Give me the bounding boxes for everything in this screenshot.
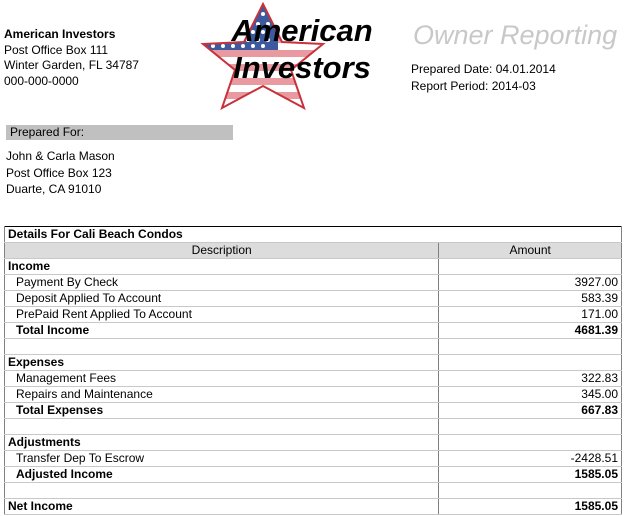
spacer-row: [5, 483, 622, 499]
table-header-row: [5, 243, 622, 259]
prepared-date: Prepared Date: 04.01.2014: [411, 62, 556, 76]
table-row: [5, 451, 622, 467]
total-expenses-amount: 667.83: [439, 403, 622, 419]
row-description: Management Fees: [5, 371, 439, 387]
logo-line2: Investors: [233, 50, 371, 85]
total-row: [5, 323, 622, 339]
row-amount: 322.83: [439, 371, 622, 387]
income-heading: Income: [5, 259, 439, 275]
company-block: [4, 27, 139, 89]
row-description: Deposit Applied To Account: [5, 291, 439, 307]
table-row: [5, 275, 622, 291]
owner-block: [6, 148, 115, 198]
table-row: [5, 291, 622, 307]
logo-wordmark: [228, 12, 376, 86]
details-table: [4, 226, 622, 515]
row-description: Payment By Check: [5, 275, 439, 291]
report-period: Report Period: 2014-03: [411, 79, 536, 93]
net-income-label: Net Income: [5, 499, 439, 515]
details-title-row: [5, 227, 622, 243]
logo-line1: American: [231, 13, 373, 48]
section-heading-row: [5, 435, 622, 451]
details-title: Details For Cali Beach Condos: [5, 227, 622, 243]
row-amount: 3927.00: [439, 275, 622, 291]
owner-address-line2: Duarte, CA 91010: [6, 182, 102, 196]
total-row: [5, 467, 622, 483]
total-income-amount: 4681.39: [439, 323, 622, 339]
table-row: [5, 371, 622, 387]
adjustments-heading: Adjustments: [5, 435, 439, 451]
owner-address-line1: Post Office Box 123: [6, 165, 112, 180]
row-amount: -2428.51: [439, 451, 622, 467]
company-address-line1: Post Office Box 111: [4, 42, 109, 57]
report-meta: [411, 61, 556, 95]
row-amount: 171.00: [439, 307, 622, 323]
adjusted-income-label: Adjusted Income: [5, 467, 439, 483]
adjusted-income-amount: 1585.05: [439, 467, 622, 483]
section-heading-row: [5, 259, 622, 275]
owner-name: John & Carla Mason: [6, 149, 115, 163]
prepared-for-label: Prepared For:: [6, 125, 233, 140]
table-row: [5, 387, 622, 403]
column-header-amount: Amount: [439, 243, 622, 259]
company-name: American Investors: [4, 27, 116, 41]
section-heading-row: [5, 355, 622, 371]
total-row: [5, 403, 622, 419]
row-description: Transfer Dep To Escrow: [5, 451, 439, 467]
column-header-description: Description: [5, 243, 439, 259]
row-amount: 583.39: [439, 291, 622, 307]
row-amount: 345.00: [439, 387, 622, 403]
net-income-row: [5, 499, 622, 515]
expenses-heading: Expenses: [5, 355, 439, 371]
company-phone: 000-000-0000: [4, 73, 79, 88]
net-income-amount: 1585.05: [439, 499, 622, 515]
row-description: PrePaid Rent Applied To Account: [5, 307, 439, 323]
total-expenses-label: Total Expenses: [5, 403, 439, 419]
report-title: Owner Reporting: [413, 20, 618, 50]
spacer-row: [5, 419, 622, 435]
company-address-line2: Winter Garden, FL 34787: [4, 58, 139, 72]
row-description: Repairs and Maintenance: [5, 387, 439, 403]
spacer-row: [5, 339, 622, 355]
table-row: [5, 307, 622, 323]
total-income-label: Total Income: [5, 323, 439, 339]
